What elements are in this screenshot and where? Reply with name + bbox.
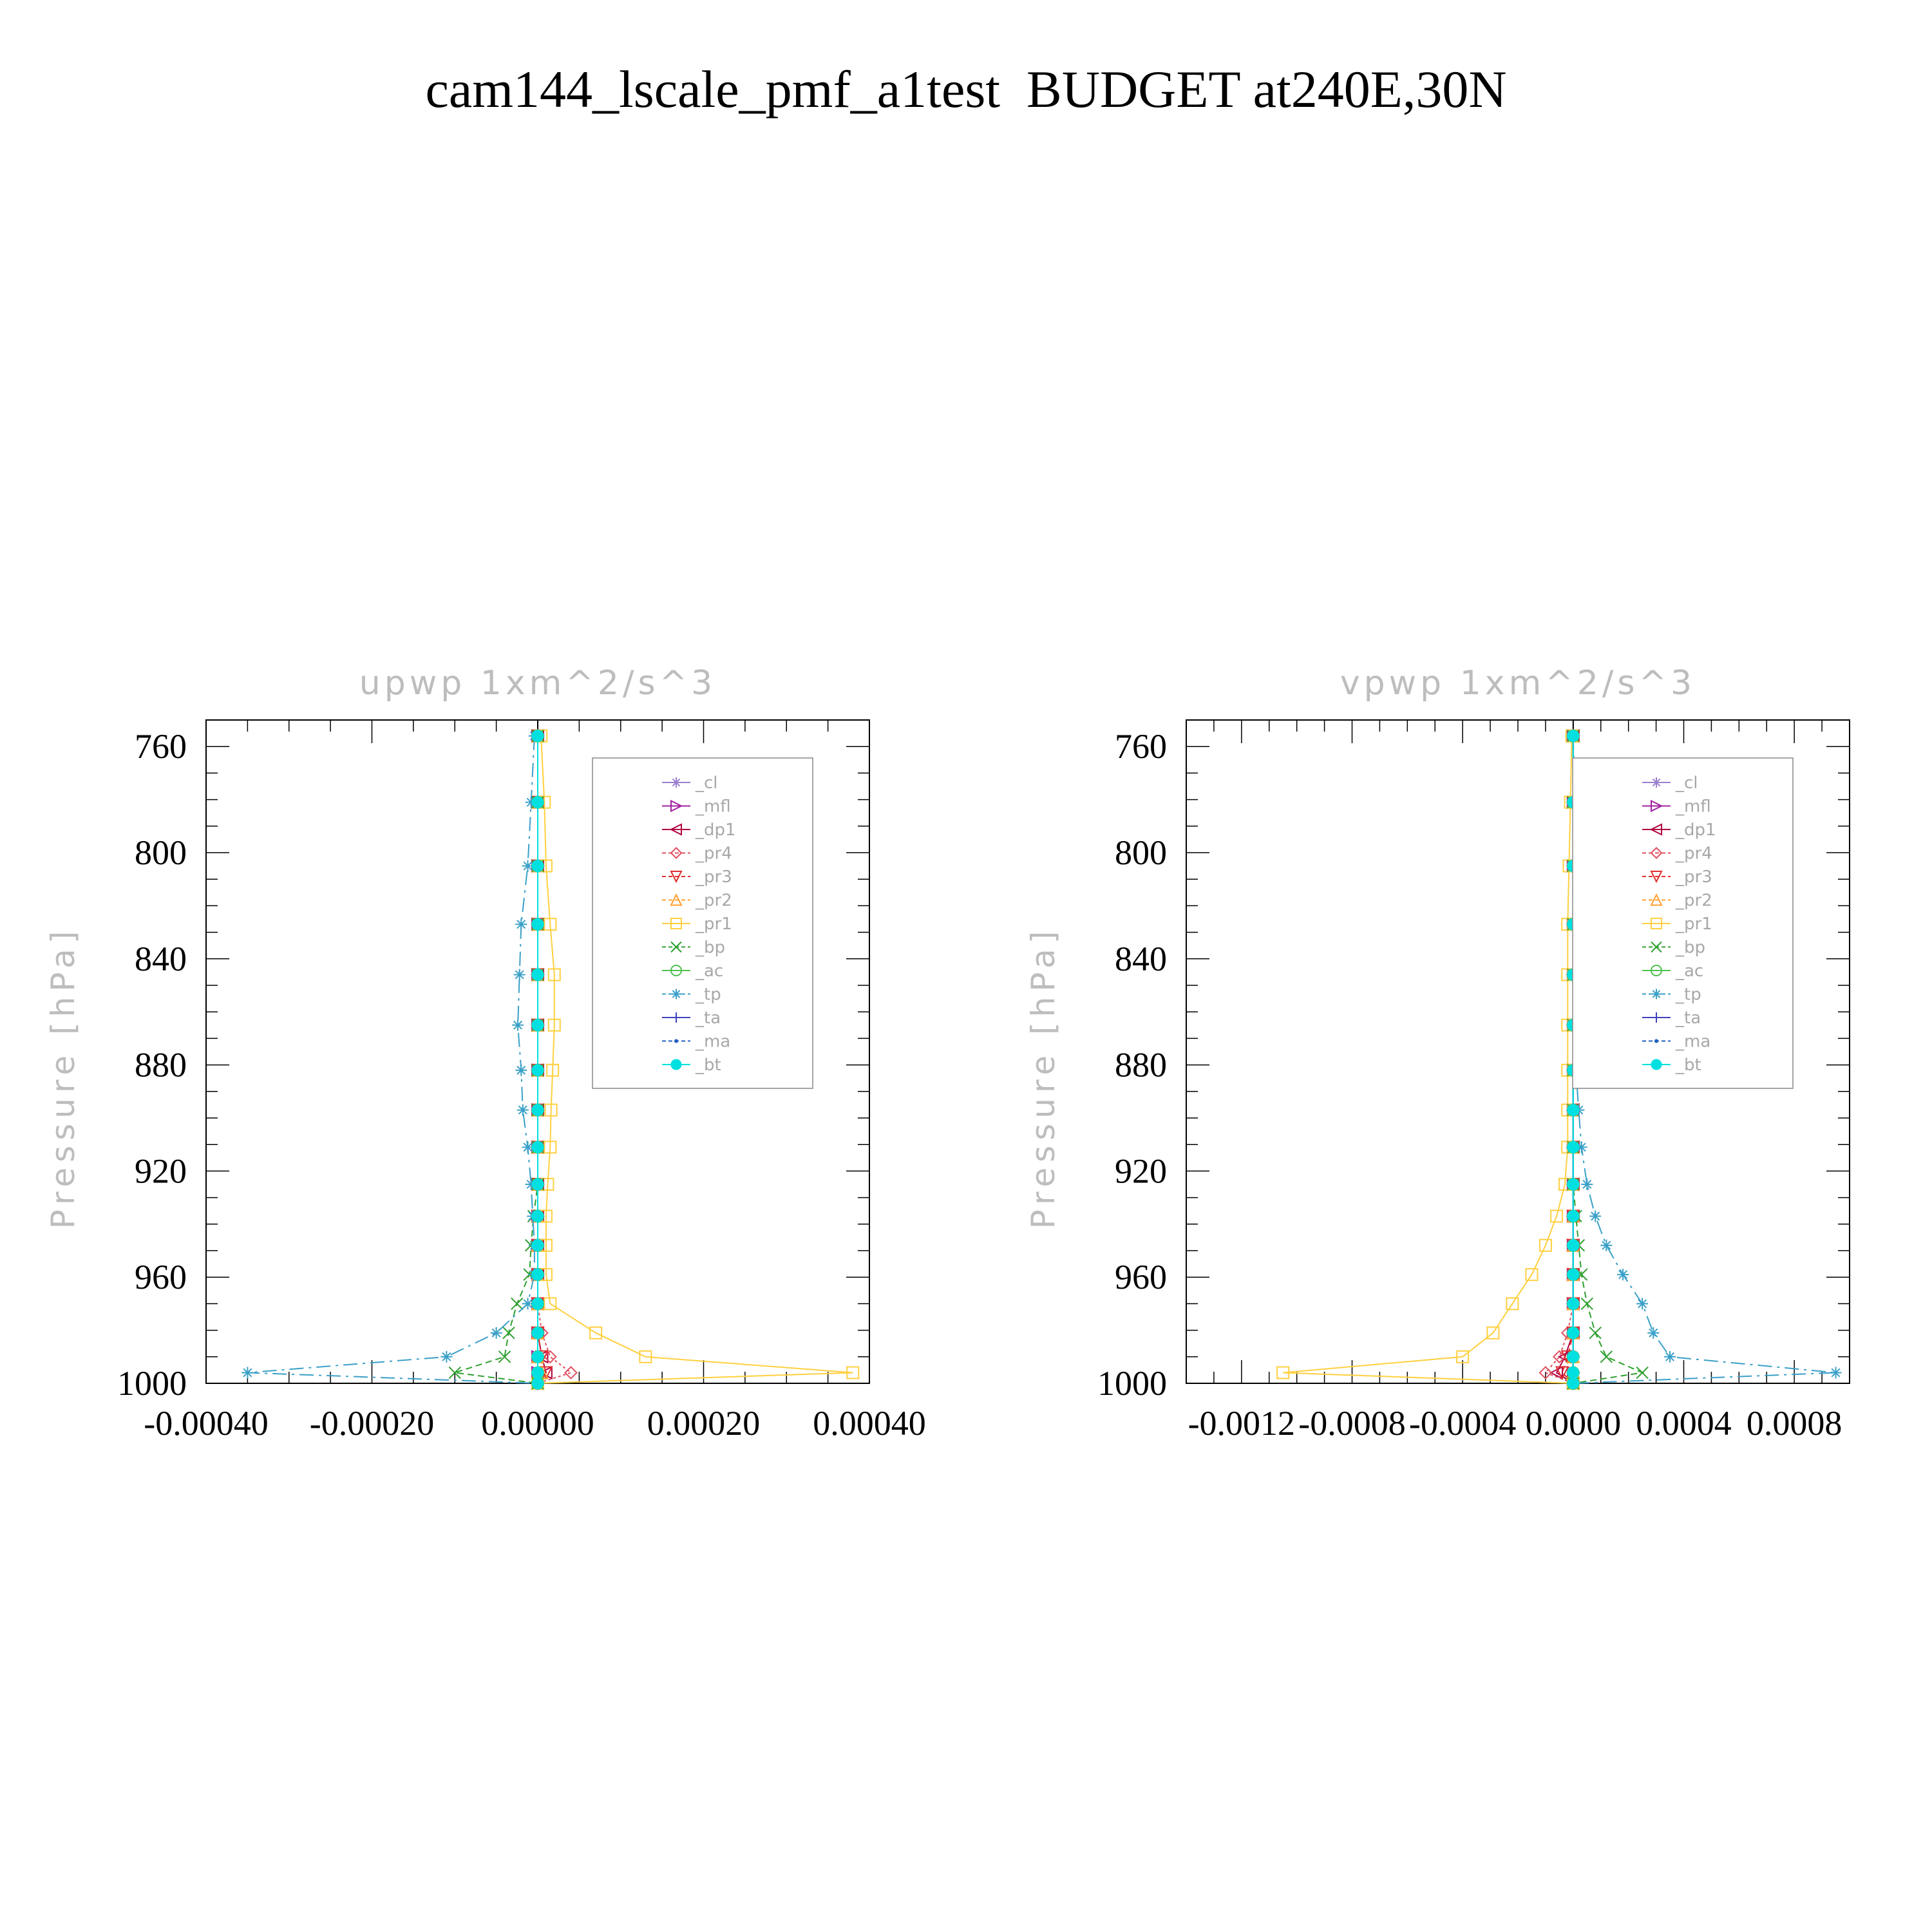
data-point <box>532 1298 544 1309</box>
legend-marker <box>671 777 681 788</box>
data-point <box>1567 1141 1579 1153</box>
x-tick-label: -0.00040 <box>144 1404 269 1443</box>
legend-marker <box>674 1039 678 1043</box>
series-line <box>1557 736 1573 1383</box>
x-tick-label: -0.0008 <box>1298 1404 1406 1443</box>
data-point <box>1567 1298 1579 1309</box>
series-line <box>538 736 571 1383</box>
panel-title: upwp 1xm^2/s^3 <box>359 664 717 703</box>
legend <box>592 758 813 1088</box>
legend-marker <box>1654 1039 1658 1043</box>
data-point <box>1636 1298 1648 1309</box>
y-tick-label: 760 <box>135 727 187 766</box>
data-point <box>532 1269 544 1280</box>
legend <box>1573 758 1793 1088</box>
data-point <box>532 1065 544 1076</box>
legend-label: _ma <box>696 1032 731 1052</box>
x-tick-label: -0.0012 <box>1188 1404 1296 1443</box>
data-point <box>242 1367 253 1379</box>
legend-label: _ac <box>1676 961 1704 981</box>
data-point <box>532 797 544 808</box>
legend-label: _cl <box>1676 773 1698 793</box>
data-point <box>1589 1327 1601 1339</box>
legend-label: _bp <box>696 938 726 958</box>
legend-label: _dp1 <box>1676 820 1716 840</box>
legend-label: _ma <box>1676 1032 1711 1052</box>
data-point <box>532 860 544 872</box>
series_bt <box>532 730 544 1389</box>
data-point <box>532 1141 544 1153</box>
legend-label: _pr1 <box>696 914 732 934</box>
x-tick-label: 0.0008 <box>1746 1404 1842 1443</box>
data-point <box>1581 1298 1593 1309</box>
x-tick-label: 0.00000 <box>481 1404 594 1443</box>
y-tick-label: 920 <box>1115 1151 1167 1191</box>
data-point <box>1589 1210 1601 1222</box>
y-tick-label: 840 <box>1115 939 1167 978</box>
x-tick-label: 0.0004 <box>1636 1404 1732 1443</box>
legend-label: _pr2 <box>696 891 732 911</box>
series-line <box>1283 736 1573 1383</box>
data-point <box>1567 1269 1579 1280</box>
legend-label: _dp1 <box>696 820 736 840</box>
legend-label: _pr2 <box>1676 891 1712 911</box>
data-point <box>532 1327 544 1339</box>
data-point <box>1567 1378 1579 1389</box>
data-point <box>515 918 527 930</box>
legend-marker <box>1651 777 1662 788</box>
data-point <box>1664 1351 1676 1363</box>
page-title: cam144_lscale_pmf_a1test BUDGET at240E,30N <box>425 60 1507 118</box>
y-tick-label: 920 <box>135 1151 187 1191</box>
legend-label: _pr3 <box>696 867 732 887</box>
data-point <box>532 1019 544 1031</box>
data-point <box>1567 1179 1579 1190</box>
legend-label: _bp <box>1676 938 1706 958</box>
data-point <box>511 1298 523 1309</box>
data-point <box>1567 1327 1579 1339</box>
legend-marker <box>671 989 681 999</box>
legend-label: _tp <box>1676 985 1701 1005</box>
y-axis-label: Pressure [hPa] <box>1025 925 1062 1229</box>
data-point <box>514 969 526 981</box>
panel-title: vpwp 1xm^2/s^3 <box>1340 664 1696 703</box>
data-point <box>1581 1179 1593 1190</box>
data-point <box>532 1378 544 1389</box>
legend-label: _mfl <box>696 797 731 817</box>
data-point <box>532 969 544 981</box>
y-tick-label: 760 <box>1115 727 1167 766</box>
data-point <box>440 1351 452 1363</box>
data-point <box>565 1367 577 1379</box>
y-tick-label: 800 <box>135 833 187 872</box>
legend-label: _ta <box>696 1009 721 1028</box>
x-tick-label: 0.00020 <box>647 1404 761 1443</box>
legend-label: _bt <box>696 1056 721 1075</box>
legend-label: _ac <box>696 961 724 981</box>
x-tick-label: 0.00040 <box>813 1404 926 1443</box>
data-point <box>499 1351 511 1363</box>
data-point <box>1647 1327 1659 1339</box>
legend-label: _pr4 <box>1676 844 1712 864</box>
data-point <box>517 1104 529 1116</box>
data-point <box>1567 1240 1579 1251</box>
series-line <box>1546 736 1573 1383</box>
legend-label: _pr3 <box>1676 867 1712 887</box>
y-tick-label: 1000 <box>117 1364 187 1403</box>
legend-label: _pr1 <box>1676 914 1712 934</box>
data-point <box>532 1210 544 1222</box>
data-point <box>1600 1240 1612 1251</box>
x-tick-label: -0.00020 <box>309 1404 435 1443</box>
series-line <box>247 736 538 1383</box>
legend-label: _ta <box>1676 1009 1701 1028</box>
legend-label: _mfl <box>1676 797 1711 817</box>
data-point <box>503 1327 515 1339</box>
data-point <box>1600 1351 1612 1363</box>
data-point <box>532 918 544 930</box>
data-point <box>532 730 544 742</box>
series_pr4 <box>532 730 577 1389</box>
y-tick-label: 880 <box>135 1045 187 1084</box>
series_pr1 <box>1277 730 1579 1389</box>
data-point <box>1567 1367 1579 1379</box>
legend-label: _cl <box>696 773 718 793</box>
chart-panel-1 <box>44 664 926 1443</box>
data-point <box>1567 1351 1579 1363</box>
data-point <box>1830 1367 1842 1379</box>
data-point <box>1567 1210 1579 1222</box>
chart-panel-2 <box>1025 664 1850 1443</box>
y-tick-label: 960 <box>135 1258 187 1297</box>
y-tick-label: 840 <box>135 939 187 978</box>
data-point <box>532 1351 544 1363</box>
legend-marker <box>1651 1059 1662 1070</box>
data-point <box>532 1367 544 1379</box>
data-point <box>1567 730 1579 742</box>
legend-label: _bt <box>1676 1056 1701 1075</box>
data-point <box>1567 1104 1579 1116</box>
data-point <box>1617 1269 1629 1280</box>
data-point <box>491 1327 502 1339</box>
data-point <box>532 1240 544 1251</box>
x-tick-label: 0.0000 <box>1525 1404 1622 1443</box>
data-point <box>515 1065 527 1076</box>
x-tick-label: -0.0004 <box>1408 1404 1517 1443</box>
data-point <box>1636 1367 1648 1379</box>
data-point <box>532 1179 544 1190</box>
data-point <box>512 1019 524 1031</box>
y-tick-label: 880 <box>1115 1045 1167 1084</box>
legend-label: _tp <box>696 985 721 1005</box>
legend-marker <box>671 1059 681 1070</box>
legend-label: _pr4 <box>696 844 732 864</box>
series-line <box>455 736 538 1383</box>
y-tick-label: 1000 <box>1097 1364 1167 1403</box>
data-point <box>532 1104 544 1116</box>
y-tick-label: 800 <box>1115 833 1167 872</box>
y-tick-label: 960 <box>1115 1258 1167 1297</box>
y-axis-label: Pressure [hPa] <box>44 925 82 1229</box>
series_tp <box>242 730 544 1389</box>
legend-marker <box>1651 989 1662 999</box>
